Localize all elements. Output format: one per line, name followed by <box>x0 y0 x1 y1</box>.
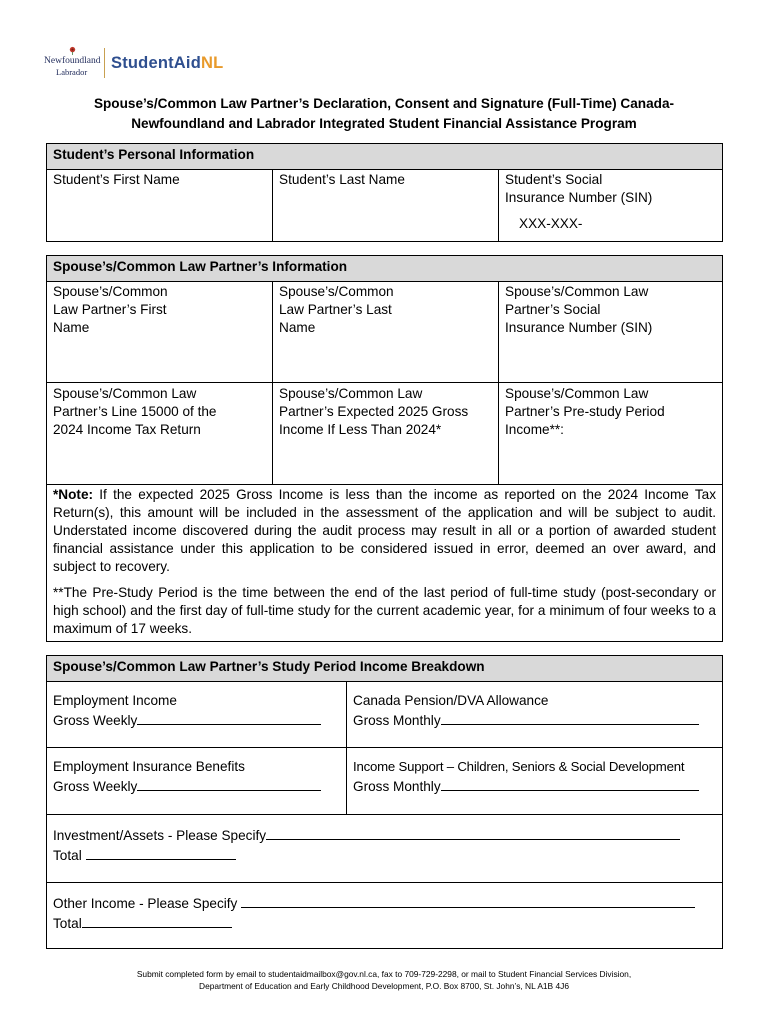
student-sin-label-line2: Insurance Number (SIN) <box>505 190 653 205</box>
province-name-line2: Labrador <box>56 67 88 77</box>
label-line: Spouse’s/Common Law <box>53 386 197 401</box>
income-support-label: Income Support – Children, Seniors & Social Development <box>353 759 685 774</box>
label-line: Spouse’s/Common Law <box>505 284 649 299</box>
employment-income-label: Employment Income <box>53 693 177 708</box>
label-line: Spouse’s/Common Law <box>279 386 423 401</box>
investment-total-row <box>53 845 716 865</box>
other-income-cell[interactable] <box>47 883 723 949</box>
student-last-name-label: Student’s Last Name <box>279 172 405 187</box>
label-line: Law Partner’s Last <box>279 302 392 317</box>
gross-weekly-row <box>53 710 340 730</box>
gross-monthly-row <box>353 776 716 796</box>
form-title-line2: Newfoundland and Labrador Integrated Student Financial Assistance Program <box>131 116 637 131</box>
other-income-row <box>53 893 716 913</box>
note-text: If the expected 2025 Gross Income is less than the income as reported on the 2024 Income Tax Return(s), this amount will be included in the assessment of the application and will be subject to audit. Understated income discovered during the audit process may result in all or a portion of awarded student financial assistance under this application to be considered issued in error, deemed an over award, and subject to recovery. <box>53 487 716 574</box>
label-line: Insurance Number (SIN) <box>505 320 653 335</box>
cpp-blank[interactable] <box>441 710 699 725</box>
label-line: Law Partner’s First <box>53 302 167 317</box>
other-income-label: Other Income - Please Specify <box>53 896 242 911</box>
spouse-info-header: Spouse’s/Common Law Partner’s Information <box>47 256 723 282</box>
other-income-total-blank[interactable] <box>82 913 232 928</box>
form-title-line1: Spouse’s/Common Law Partner’s Declaration, Consent and Signature (Full-Time) Canada- <box>93 96 675 111</box>
student-first-name-field[interactable] <box>47 170 273 242</box>
gross-monthly-label: Gross Monthly <box>353 779 441 794</box>
logo-divider <box>104 48 105 78</box>
other-income-total-row <box>53 913 716 933</box>
label-line: Income If Less Than 2024* <box>279 422 442 437</box>
student-last-name-field[interactable] <box>273 170 499 242</box>
gross-weekly-label: Gross Weekly <box>53 779 138 794</box>
label-line: Income**: <box>505 422 564 437</box>
income-support-cell[interactable] <box>347 748 723 815</box>
pitcher-plant-icon <box>68 46 77 55</box>
investment-total-blank[interactable] <box>86 845 236 860</box>
spouse-first-name-field[interactable] <box>47 282 273 383</box>
label-line: 2024 Income Tax Return <box>53 422 201 437</box>
footer-line1: Submit completed form by email to studentaidmailbox@gov.nl.ca, fax to 709-729-2298, or mail to Student Financial Services Division, <box>136 969 632 979</box>
investment-cell[interactable] <box>47 815 723 883</box>
income-notes <box>47 485 723 642</box>
total-label: Total <box>53 848 86 863</box>
label-line: Partner’s Pre-study Period <box>505 404 665 419</box>
cpp-cell[interactable] <box>347 682 723 748</box>
spouse-expected-income-field[interactable] <box>273 383 499 485</box>
label-line: Name <box>279 320 316 335</box>
footer-line2: Department of Education and Early Childhood Development, P.O. Box 8700, St. John’s, NL A1B 4J6 <box>199 981 569 991</box>
label-line: Name <box>53 320 90 335</box>
gross-weekly-row <box>53 776 340 796</box>
note-prestudy-period: **The Pre-Study Period is the time between the end of the last period of full-time study (post-secondary or high school) and the first day of full-time study for the current academic year, for a minimum of four weeks to a maximum of 17 weeks. <box>53 585 716 636</box>
income-breakdown-table <box>46 655 723 949</box>
note-expected-income <box>53 486 716 576</box>
spouse-prestudy-income-field[interactable] <box>499 383 723 485</box>
gross-weekly-label: Gross Weekly <box>53 713 138 728</box>
ei-blank[interactable] <box>137 776 321 791</box>
other-income-specify-blank[interactable] <box>241 893 695 908</box>
student-info-table <box>46 143 723 242</box>
income-support-blank[interactable] <box>441 776 699 791</box>
submission-footer <box>30 968 738 992</box>
student-first-name-label: Student’s First Name <box>53 172 180 187</box>
employment-income-blank[interactable] <box>137 710 321 725</box>
label-line: Partner’s Line 15000 of the <box>53 404 217 419</box>
label-line: Spouse’s/Common Law <box>505 386 649 401</box>
province-name-line1: Newfoundland <box>44 56 101 66</box>
brand-suffix: NL <box>201 53 224 72</box>
investment-label: Investment/Assets - Please Specify <box>53 828 267 843</box>
student-info-header: Student’s Personal Information <box>47 144 723 170</box>
note-label: *Note: <box>53 487 94 502</box>
income-breakdown-header: Spouse’s/Common Law Partner’s Study Period Income Breakdown <box>47 656 723 682</box>
investment-specify-blank[interactable] <box>266 825 680 840</box>
logo <box>44 46 223 80</box>
spouse-info-table <box>46 255 723 642</box>
student-sin-label-line1: Student’s Social <box>505 172 603 187</box>
cpp-label: Canada Pension/DVA Allowance <box>353 693 549 708</box>
nl-government-logo <box>44 48 101 78</box>
form-title <box>40 94 728 134</box>
student-sin-mask: XXX-XXX- <box>519 216 583 231</box>
label-line: Spouse’s/Common <box>53 284 168 299</box>
label-line: Partner’s Social <box>505 302 601 317</box>
gross-monthly-label: Gross Monthly <box>353 713 441 728</box>
investment-row <box>53 825 716 845</box>
spouse-sin-field[interactable] <box>499 282 723 383</box>
spouse-line15000-field[interactable] <box>47 383 273 485</box>
label-line: Partner’s Expected 2025 Gross <box>279 404 469 419</box>
total-label: Total <box>53 916 82 931</box>
studentaid-brand <box>111 54 223 73</box>
gross-monthly-row <box>353 710 716 730</box>
employment-income-cell[interactable] <box>47 682 347 748</box>
ei-label: Employment Insurance Benefits <box>53 759 245 774</box>
student-sin-field[interactable] <box>499 170 723 242</box>
brand-main: StudentAid <box>111 53 201 72</box>
label-line: Spouse’s/Common <box>279 284 394 299</box>
ei-cell[interactable] <box>47 748 347 815</box>
spouse-last-name-field[interactable] <box>273 282 499 383</box>
